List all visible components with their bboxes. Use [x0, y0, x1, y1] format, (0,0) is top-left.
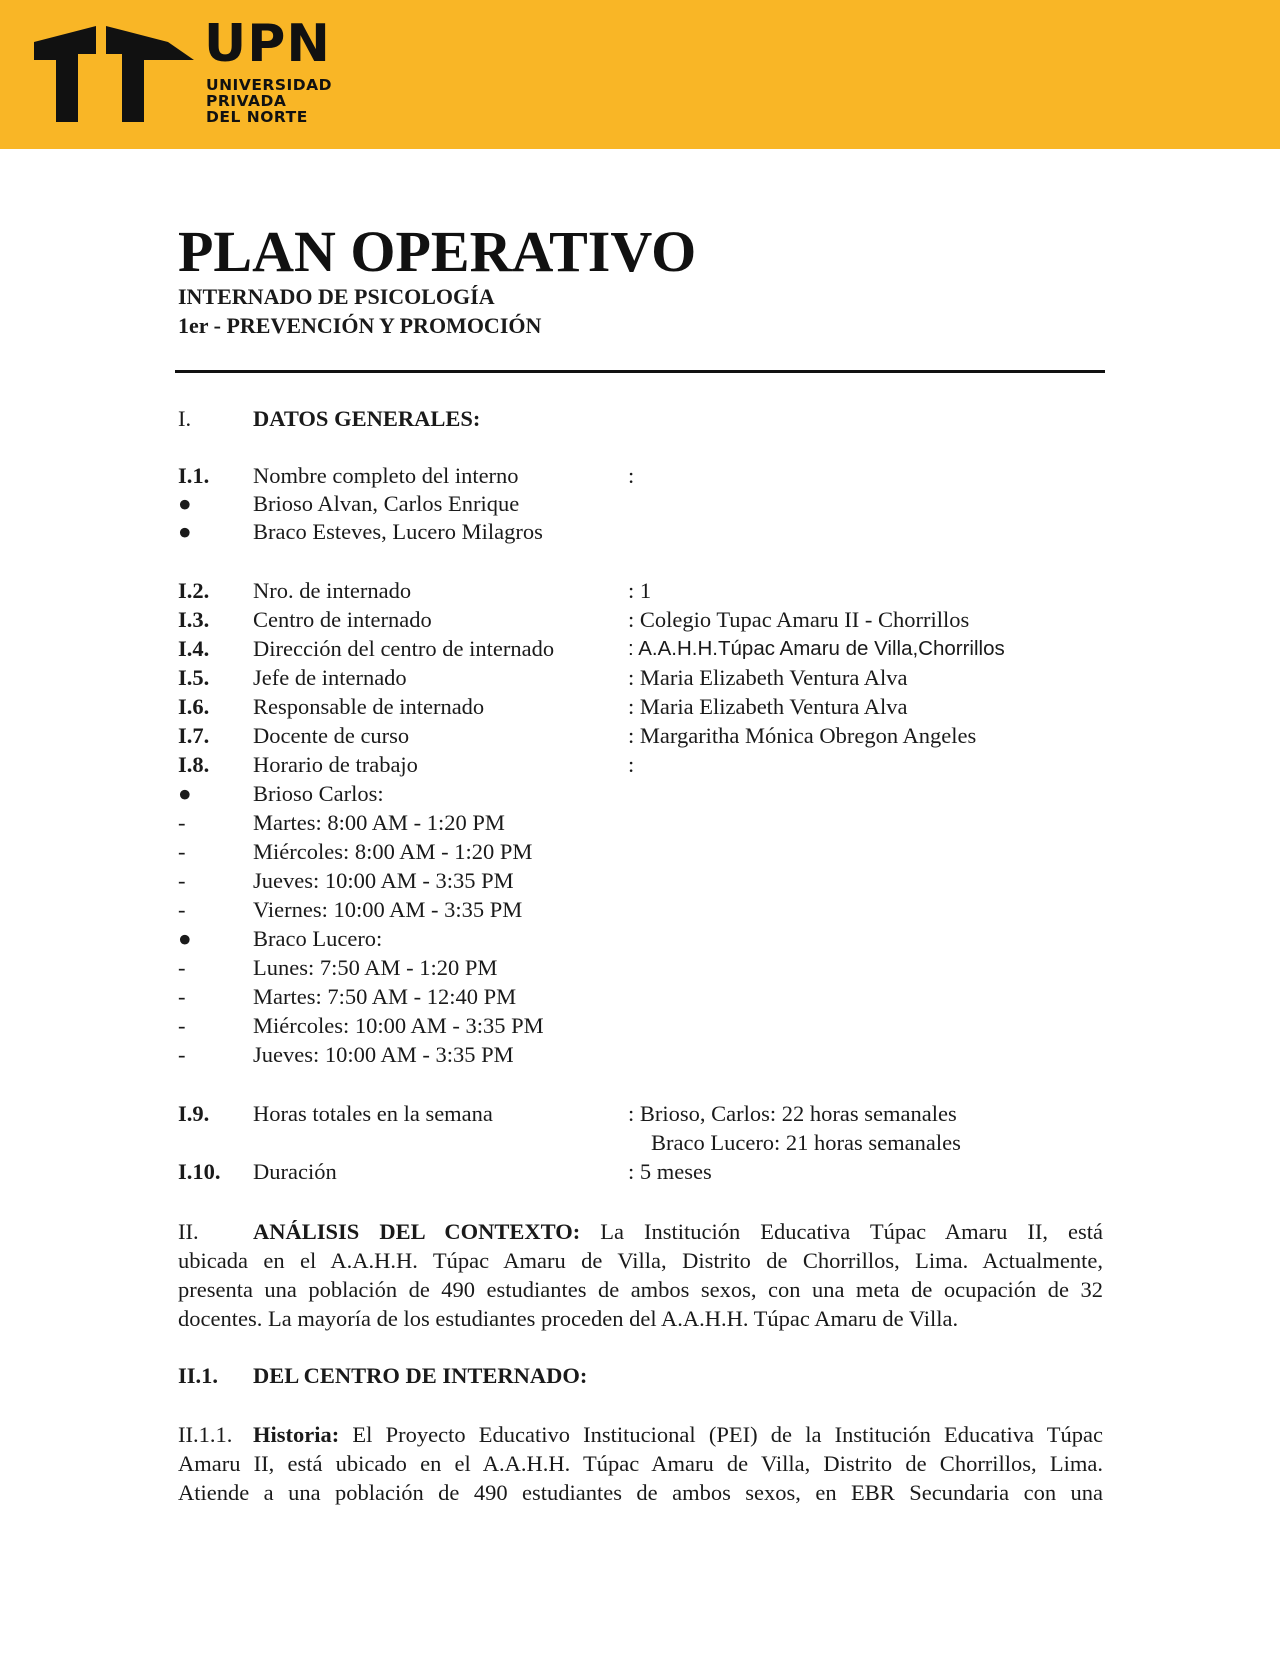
paragraph-line: Atiende a una población de 490 estudiantes de ambos sexos, en EBR Secundaria con una: [178, 1480, 1103, 1505]
field-number: I.7.: [178, 723, 210, 748]
header-banner: [0, 0, 1280, 149]
list-item-text: Braco Lucero:: [253, 926, 383, 951]
field-value: :: [628, 752, 635, 777]
title-divider: [175, 370, 1105, 373]
field-number: I.8.: [178, 752, 210, 777]
logo-brand-text: UPN: [204, 14, 331, 74]
upn-logo-icon: [34, 24, 194, 124]
paragraph-text: El Proyecto Educativo Institucional (PEI) de la Institución Educativa Túpac: [339, 1422, 1103, 1447]
section-heading: DATOS GENERALES:: [253, 406, 481, 431]
paragraph-line: Amaru II, está ubicado en el A.A.H.H. Túpac Amaru de Villa, Distrito de Chorrillos, Lima.: [178, 1451, 1103, 1476]
paragraph-line: [178, 1420, 1103, 1449]
dash-marker: -: [178, 1042, 186, 1067]
paragraph-line: presenta una población de 490 estudiantes de ambos sexos, con una meta de ocupación de 32: [178, 1277, 1103, 1302]
section-number: I.: [178, 406, 192, 431]
bullet-icon: ●: [178, 491, 192, 516]
schedule-entry-text: Martes: 7:50 AM - 12:40 PM: [253, 984, 517, 1009]
field-value: : Brioso, Carlos: 22 horas semanales: [628, 1101, 957, 1126]
logo-line-3: DEL NORTE: [206, 108, 308, 126]
field-number: I.10.: [178, 1159, 221, 1184]
list-item-text: Brioso Carlos:: [253, 781, 384, 806]
paragraph-line: docentes. La mayoría de los estudiantes proceden del A.A.H.H. Túpac Amaru de Villa.: [178, 1306, 959, 1331]
schedule-entry-text: Miércoles: 8:00 AM - 1:20 PM: [253, 839, 533, 864]
field-label: Nombre completo del interno: [253, 463, 519, 488]
dash-marker: -: [178, 810, 186, 835]
field-value: : Margaritha Mónica Obregon Angeles: [628, 723, 977, 748]
field-value: :: [628, 463, 635, 488]
paragraph-text: La Institución Educativa Túpac Amaru II, está: [580, 1219, 1103, 1244]
dash-marker: -: [178, 955, 186, 980]
section-number: II.1.1.: [178, 1422, 233, 1447]
section-heading: DEL CENTRO DE INTERNADO:: [253, 1363, 588, 1388]
bullet-icon: ●: [178, 781, 192, 806]
schedule-entry-text: Lunes: 7:50 AM - 1:20 PM: [253, 955, 498, 980]
dash-marker: -: [178, 868, 186, 893]
schedule-entry-text: Jueves: 10:00 AM - 3:35 PM: [253, 1042, 514, 1067]
field-label: Docente de curso: [253, 723, 410, 748]
schedule-entry-text: Miércoles: 10:00 AM - 3:35 PM: [253, 1013, 544, 1038]
page-title: PLAN OPERATIVO: [178, 219, 697, 284]
paragraph-line: ubicada en el A.A.H.H. Túpac Amaru de Villa, Distrito de Chorrillos, Lima. Actualmente,: [178, 1248, 1103, 1273]
subtitle-internado: INTERNADO DE PSICOLOGÍA: [178, 284, 495, 309]
field-number: I.1.: [178, 463, 210, 488]
field-label: Nro. de internado: [253, 578, 412, 603]
dash-marker: -: [178, 839, 186, 864]
field-label: Duración: [253, 1159, 337, 1184]
field-label: Horario de trabajo: [253, 752, 418, 777]
field-number: I.3.: [178, 607, 210, 632]
field-value: : A.A.H.H.Túpac Amaru de Villa,Chorrillos: [628, 637, 1005, 660]
field-label: Jefe de internado: [253, 665, 407, 690]
list-item-text: Brioso Alvan, Carlos Enrique: [253, 491, 520, 516]
field-label: Dirección del centro de internado: [253, 636, 555, 661]
field-number: I.2.: [178, 578, 210, 603]
dash-marker: -: [178, 1013, 186, 1038]
dash-marker: -: [178, 984, 186, 1009]
field-value: : Maria Elizabeth Ventura Alva: [628, 665, 908, 690]
schedule-entry-text: Viernes: 10:00 AM - 3:35 PM: [253, 897, 523, 922]
bullet-icon: ●: [178, 926, 192, 951]
list-item-text: Braco Esteves, Lucero Milagros: [253, 519, 543, 544]
field-number: I.5.: [178, 665, 210, 690]
bullet-icon: ●: [178, 519, 192, 544]
section-heading: ANÁLISIS DEL CONTEXTO:: [253, 1219, 581, 1244]
field-value-second-line: Braco Lucero: 21 horas semanales: [651, 1130, 961, 1155]
schedule-entry-text: Jueves: 10:00 AM - 3:35 PM: [253, 868, 514, 893]
dash-marker: -: [178, 897, 186, 922]
field-number: I.9.: [178, 1101, 210, 1126]
field-number: I.4.: [178, 636, 210, 661]
logo-line-1: UNIVERSIDAD: [206, 76, 333, 94]
schedule-entry-text: Martes: 8:00 AM - 1:20 PM: [253, 810, 505, 835]
section-number: II.1.: [178, 1363, 219, 1388]
field-value: : Maria Elizabeth Ventura Alva: [628, 694, 908, 719]
field-label: Responsable de internado: [253, 694, 485, 719]
field-label: Centro de internado: [253, 607, 432, 632]
paragraph-line: [178, 1217, 1103, 1246]
subtitle-prevencion: 1er - PREVENCIÓN Y PROMOCIÓN: [178, 313, 542, 338]
section-heading: Historia:: [253, 1422, 340, 1447]
logo-line-2: PRIVADA: [206, 92, 287, 110]
section-number: II.: [178, 1219, 199, 1244]
field-value: : 5 meses: [628, 1159, 712, 1184]
field-value: : Colegio Tupac Amaru II - Chorrillos: [628, 607, 970, 632]
field-label: Horas totales en la semana: [253, 1101, 493, 1126]
field-number: I.6.: [178, 694, 210, 719]
field-value: : 1: [628, 578, 652, 603]
